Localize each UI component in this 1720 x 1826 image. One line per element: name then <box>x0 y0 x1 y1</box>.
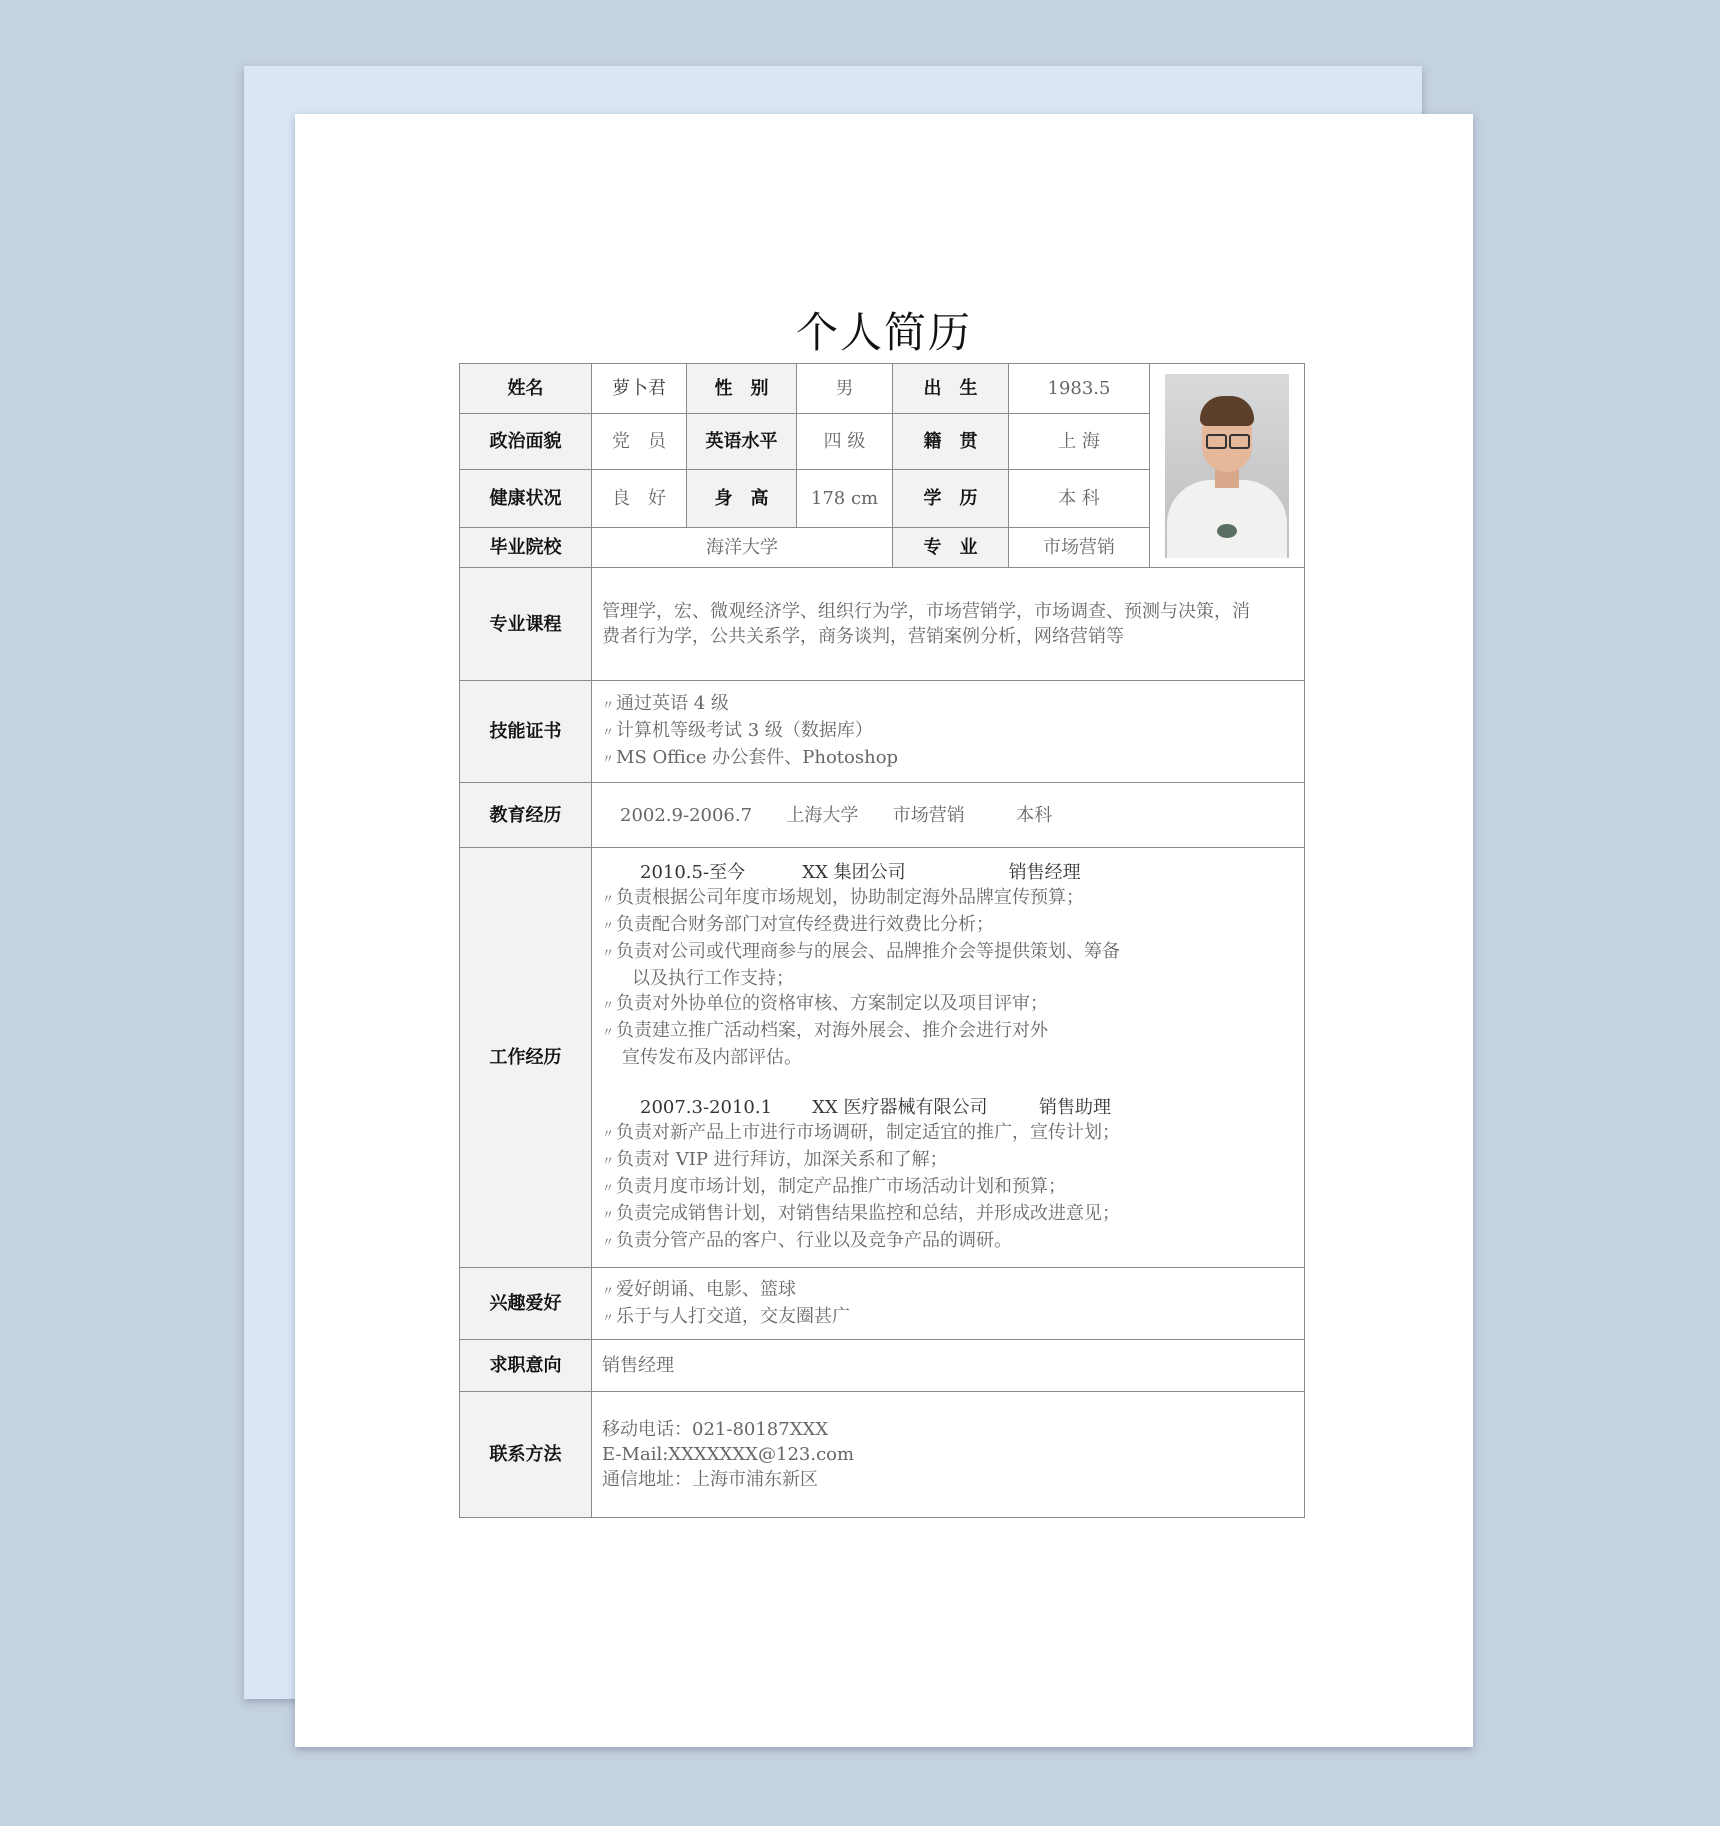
resume-page <box>295 114 1473 1747</box>
courses-label: 专业课程 <box>460 568 592 681</box>
skill-item: 〃 计算机等级考试 3 级（数据库） <box>602 718 1294 745</box>
skill-item: 〃 通过英语 4 级 <box>602 691 1294 718</box>
hobby-item: 〃 乐于与人打交道，交友圈甚广 <box>602 1304 1294 1331</box>
row-skills <box>460 681 1305 783</box>
objective-value: 销售经理 <box>592 1340 1305 1392</box>
profile-photo <box>1165 374 1289 558</box>
job-duty: 〃 负责对公司或代理商参与的展会、品牌推介会等提供策划、筹备 <box>602 939 1294 966</box>
job-duty: 〃 负责对新产品上市进行市场调研，制定适宜的推广，宣传计划； <box>602 1120 1294 1147</box>
row-education <box>460 783 1305 848</box>
row-basic-1 <box>460 364 1305 414</box>
job-duty: 〃 负责完成销售计划，对销售结果监控和总结，并形成改进意见； <box>602 1201 1294 1228</box>
native-label: 籍 贯 <box>893 414 1009 470</box>
skills-label: 技能证书 <box>460 681 592 783</box>
job-header <box>602 1095 1294 1120</box>
job-period: 2007.3-2010.1 <box>640 1097 773 1118</box>
work-value <box>592 848 1305 1268</box>
english-value: 四 级 <box>797 414 893 470</box>
name-value: 萝卜君 <box>592 364 687 414</box>
job-duty: 宣传发布及内部评估。 <box>622 1047 802 1068</box>
education-school: 上海大学 <box>786 804 859 826</box>
job-title: 销售经理 <box>1008 862 1081 883</box>
job-duty: 〃 负责根据公司年度市场规划，协助制定海外品牌宣传预算； <box>602 885 1294 912</box>
job-duty: 〃 负责建立推广活动档案，对海外展会、推介会进行对外 <box>602 1018 1294 1045</box>
contact-email: E-Mail:XXXXXXX@123.com <box>602 1444 855 1465</box>
gender-value: 男 <box>797 364 893 414</box>
row-work <box>460 848 1305 1268</box>
courses-value <box>592 568 1305 681</box>
degree-label: 学 历 <box>893 470 1009 528</box>
contact-label: 联系方法 <box>460 1392 592 1518</box>
job-company: XX 集团公司 <box>802 862 906 883</box>
height-value: 178 cm <box>797 470 893 528</box>
degree-value: 本 科 <box>1009 470 1150 528</box>
job-duty: 〃 负责月度市场计划，制定产品推广市场活动计划和预算； <box>602 1174 1294 1201</box>
courses-line: 管理学，宏、微观经济学、组织行为学，市场营销学，市场调查、预测与决策，消 <box>602 601 1250 622</box>
major-value: 市场营销 <box>1009 528 1150 568</box>
job-duty: 〃 负责分管产品的客户、行业以及竞争产品的调研。 <box>602 1228 1294 1255</box>
education-major: 市场营销 <box>892 804 965 826</box>
education-value <box>592 783 1305 848</box>
photo-cell <box>1150 364 1305 568</box>
gender-label: 性 别 <box>687 364 797 414</box>
row-hobbies <box>460 1268 1305 1340</box>
hobbies-value <box>592 1268 1305 1340</box>
job-duty: 以及执行工作支持； <box>632 968 794 989</box>
health-value: 良 好 <box>592 470 687 528</box>
resume-table <box>459 363 1305 1518</box>
contact-address: 通信地址：上海市浦东新区 <box>602 1469 818 1490</box>
work-label: 工作经历 <box>460 848 592 1268</box>
birth-value: 1983.5 <box>1009 364 1150 414</box>
contact-phone: 移动电话：021-80187XXX <box>602 1419 829 1440</box>
courses-line: 费者行为学，公共关系学，商务谈判，营销案例分析，网络营销等 <box>602 626 1124 647</box>
education-period: 2002.9-2006.7 <box>620 804 753 826</box>
name-label: 姓名 <box>460 364 592 414</box>
health-label: 健康状况 <box>460 470 592 528</box>
politics-label: 政治面貌 <box>460 414 592 470</box>
job-duty: 〃 负责配合财务部门对宣传经费进行效费比分析； <box>602 912 1294 939</box>
education-degree: 本科 <box>1016 804 1053 826</box>
job-duty: 〃 负责对 VIP 进行拜访，加深关系和了解； <box>602 1147 1294 1174</box>
objective-label: 求职意向 <box>460 1340 592 1392</box>
contact-value <box>592 1392 1305 1518</box>
row-courses <box>460 568 1305 681</box>
hobby-item: 〃 爱好朗诵、电影、篮球 <box>602 1277 1294 1304</box>
birth-label: 出 生 <box>893 364 1009 414</box>
school-label: 毕业院校 <box>460 528 592 568</box>
english-label: 英语水平 <box>687 414 797 470</box>
skill-item: 〃 MS Office 办公套件、Photoshop <box>602 745 1294 772</box>
job-header <box>602 860 1294 885</box>
skills-value <box>592 681 1305 783</box>
height-label: 身 高 <box>687 470 797 528</box>
major-label: 专 业 <box>893 528 1009 568</box>
row-objective <box>460 1340 1305 1392</box>
job-duty: 〃 负责对外协单位的资格审核、方案制定以及项目评审； <box>602 991 1294 1018</box>
job-title: 销售助理 <box>1038 1097 1111 1118</box>
school-value: 海洋大学 <box>592 528 893 568</box>
hobbies-label: 兴趣爱好 <box>460 1268 592 1340</box>
job-period: 2010.5-至今 <box>640 862 746 883</box>
education-label: 教育经历 <box>460 783 592 848</box>
page-title: 个人简历 <box>795 308 972 357</box>
row-contact <box>460 1392 1305 1518</box>
native-value: 上 海 <box>1009 414 1150 470</box>
politics-value: 党 员 <box>592 414 687 470</box>
job-company: XX 医疗器械有限公司 <box>812 1097 988 1118</box>
